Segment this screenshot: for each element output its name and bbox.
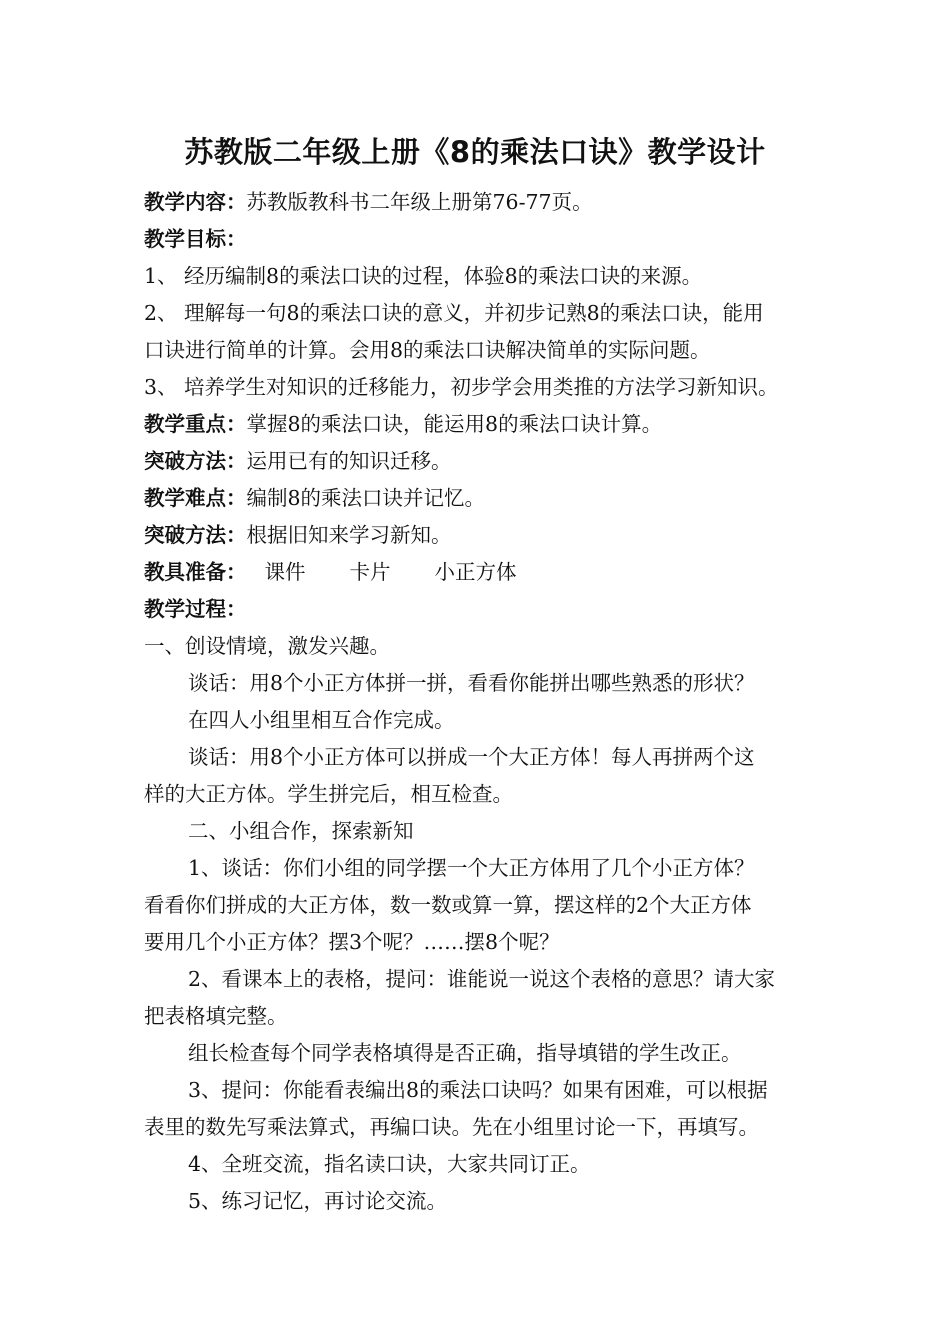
section-2-paragraph: 3、提问：你能看表编出8的乘法口诀吗？如果有困难，可以根据: [188, 1078, 768, 1102]
difficulty-text: 编制8的乘法口诀并记忆。: [246, 486, 486, 510]
section-1-paragraph: 谈话：用8个小正方体可以拼成一个大正方体！每人再拼两个这: [188, 745, 755, 769]
method-1-label: 突破方法：: [144, 449, 247, 473]
key-point-line: [144, 410, 834, 438]
section-2-heading: 二、小组合作，探索新知: [188, 819, 414, 843]
goal-3: 3、 培养学生对知识的迁移能力，初步学会用类推的方法学习新知识。: [144, 375, 779, 399]
key-point-text: 掌握8的乘法口诀，能运用8的乘法口诀计算。: [246, 412, 663, 436]
method-1-text: 运用已有的知识迁移。: [246, 449, 452, 473]
goals-heading: [144, 225, 834, 253]
tool-item: 卡片: [349, 560, 391, 584]
section-2-paragraph: 把表格填完整。: [144, 1004, 288, 1028]
goal-2-line-1: 2、 理解每一句8的乘法口诀的意义，并初步记熟8的乘法口诀，能用: [144, 301, 764, 325]
section-1-heading: 一、创设情境，激发兴趣。: [144, 634, 390, 658]
tools-label: 教具准备：: [144, 560, 247, 584]
page-title: 苏教版二年级上册《8的乘法口诀》教学设计: [184, 135, 766, 169]
goals-label: 教学目标：: [144, 227, 247, 251]
section-2-paragraph: 表里的数先写乘法算式，再编口诀。先在小组里讨论一下，再填写。: [144, 1115, 759, 1139]
section-2-paragraph: 要用几个小正方体？摆3个呢？……摆8个呢？: [144, 930, 560, 954]
section-2-paragraph: 2、看课本上的表格，提问：谁能说一说这个表格的意思？请大家: [188, 967, 776, 991]
section-2-paragraph: 5、练习记忆，再讨论交流。: [188, 1189, 448, 1213]
tools-line: [144, 558, 834, 586]
difficulty-line: [144, 484, 834, 512]
process-label: 教学过程：: [144, 597, 247, 621]
method-2-text: 根据旧知来学习新知。: [246, 523, 452, 547]
tool-item: 课件: [264, 560, 306, 584]
goal-2-line-2: 口诀进行简单的计算。会用8的乘法口诀解决简单的实际问题。: [144, 338, 711, 362]
goal-1: 1、 经历编制8的乘法口诀的过程，体验8的乘法口诀的来源。: [144, 264, 703, 288]
method-1-line: [144, 447, 834, 475]
method-2-label: 突破方法：: [144, 523, 247, 547]
section-2-paragraph: 1、谈话：你们小组的同学摆一个大正方体用了几个小正方体？: [188, 856, 755, 880]
difficulty-label: 教学难点：: [144, 486, 247, 510]
key-point-label: 教学重点：: [144, 412, 247, 436]
method-2-line: [144, 521, 834, 549]
section-1-paragraph: 在四人小组里相互合作完成。: [188, 708, 455, 732]
content-line: [144, 188, 834, 216]
section-2-paragraph: 4、全班交流，指名读口诀，大家共同订正。: [188, 1152, 591, 1176]
content-text: 苏教版教科书二年级上册第76-77页。: [246, 190, 593, 214]
section-1-paragraph: 样的大正方体。学生拼完后，相互检查。: [144, 782, 513, 806]
process-heading: [144, 595, 834, 623]
tool-item: 小正方体: [434, 560, 517, 584]
section-2-paragraph: 看看你们拼成的大正方体，数一数或算一算，摆这样的2个大正方体: [144, 893, 752, 917]
content-label: 教学内容：: [144, 190, 247, 214]
section-2-paragraph: 组长检查每个同学表格填得是否正确，指导填错的学生改正。: [188, 1041, 742, 1065]
section-1-paragraph: 谈话：用8个小正方体拼一拼，看看你能拼出哪些熟悉的形状？: [188, 671, 755, 695]
